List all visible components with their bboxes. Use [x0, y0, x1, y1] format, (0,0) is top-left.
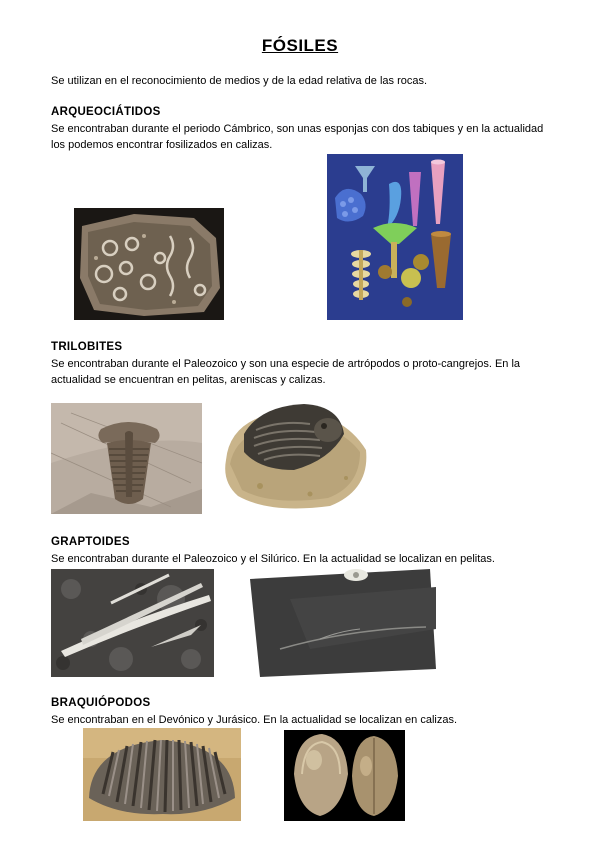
- graptolite-white-photo: [51, 569, 214, 677]
- section-heading-braquiopodos: BRAQUIÓPODOS: [51, 697, 151, 709]
- section-text-arqueociatidos: Se encontraban durante el periodo Cámbrico, son unas esponjas con dos tabiques y en la actualidad los podemos encontrar fosilizados en calizas.: [51, 123, 544, 151]
- archaeocyathid-rock-photo: [74, 208, 224, 320]
- graptolite-slate-photo: [250, 569, 436, 677]
- archaeocyathid-reconstruction-illustration: [327, 154, 463, 320]
- section-heading-graptoides: GRAPTOIDES: [51, 536, 130, 548]
- brachiopod-smooth-shells-photo: [284, 730, 405, 821]
- section-text-trilobites: Se encontraban durante el Paleozoico y son una especie de artrópodos o proto-cangrejos. En la actualidad se encuentran en pelitas, areniscas y calizas.: [51, 358, 521, 386]
- page-title: FÓSILES: [261, 36, 339, 55]
- section-text-graptoides: Se encontraban durante el Paleozoico y el Silúrico. En la actualidad se localizan en pelitas.: [51, 553, 495, 565]
- section-heading-arqueociatidos: ARQUEOCIÁTIDOS: [51, 106, 161, 118]
- trilobite-imprint-photo: [51, 403, 202, 514]
- section-text-braquiopodos: Se encontraban en el Devónico y Jurásico. En la actualidad se localizan en calizas.: [51, 714, 458, 726]
- trilobite-3d-fossil-photo: [220, 390, 372, 514]
- intro-text: Se utilizan en el reconocimiento de medios y de la edad relativa de las rocas.: [51, 75, 428, 87]
- brachiopod-ribbed-shell-photo: [83, 728, 241, 821]
- section-heading-trilobites: TRILOBITES: [51, 341, 123, 353]
